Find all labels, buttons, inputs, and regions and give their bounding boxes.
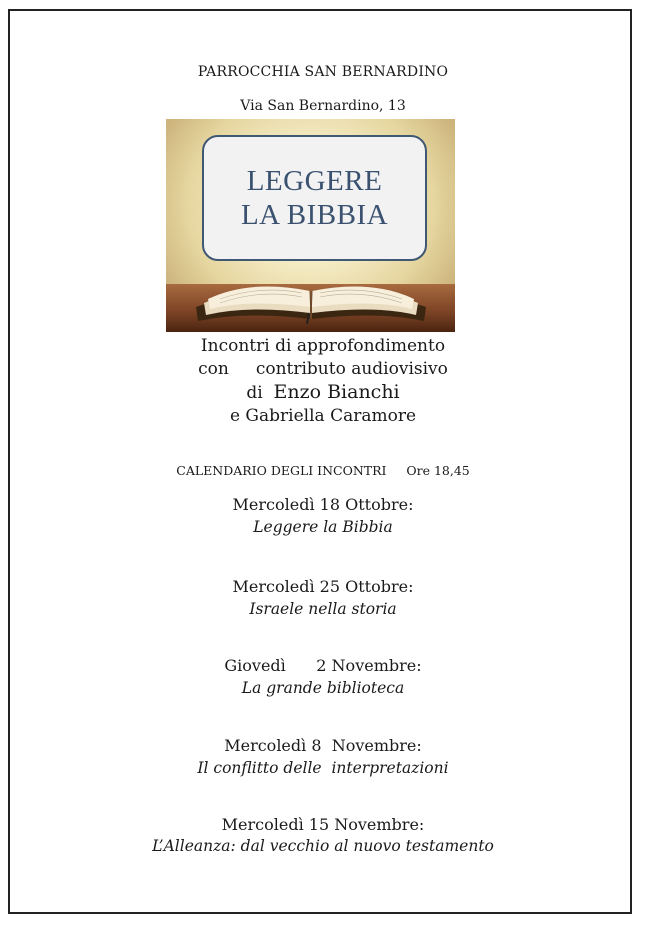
- event-date: Mercoledì 18 Ottobre:: [232, 495, 414, 514]
- event-title: L’Alleanza: dal vecchio al nuovo testamento: [152, 837, 494, 855]
- open-book-icon: [186, 269, 436, 324]
- intro-line3: [0, 381, 646, 403]
- calendar-title: CALENDARIO DEGLI INCONTRI: [176, 463, 387, 478]
- parish-address: Via San Bernardino, 13: [240, 98, 406, 114]
- author-name: Enzo Bianchi: [273, 381, 400, 403]
- intro-line1: Incontri di approfondimento: [200, 336, 446, 356]
- event-date: Mercoledì 8 Novembre:: [224, 736, 422, 755]
- intro-line4: e Gabriella Caramore: [229, 406, 417, 426]
- intro-line3-prefix: di: [246, 383, 274, 403]
- cover-title-line1: LEGGERE: [246, 165, 383, 197]
- cover-title-line2: LA BIBBIA: [240, 199, 389, 231]
- parish-name: PARROCCHIA SAN BERNARDINO: [197, 64, 449, 80]
- cover-image: [166, 119, 455, 332]
- calendar-heading: [0, 463, 646, 478]
- event-date: Giovedì 2 Novembre:: [224, 656, 422, 675]
- event-title: Il conflitto delle interpretazioni: [197, 759, 449, 777]
- event-date: Mercoledì 15 Novembre:: [221, 815, 425, 834]
- event-title: La grande biblioteca: [241, 679, 405, 697]
- cover-title-box: [202, 135, 427, 261]
- event-title: Israele nella storia: [249, 600, 397, 618]
- calendar-time: Ore 18,45: [406, 463, 470, 478]
- intro-line2: con contributo audiovisivo: [198, 359, 448, 379]
- event-date: Mercoledì 25 Ottobre:: [232, 577, 414, 596]
- event-title: Leggere la Bibbia: [253, 518, 393, 536]
